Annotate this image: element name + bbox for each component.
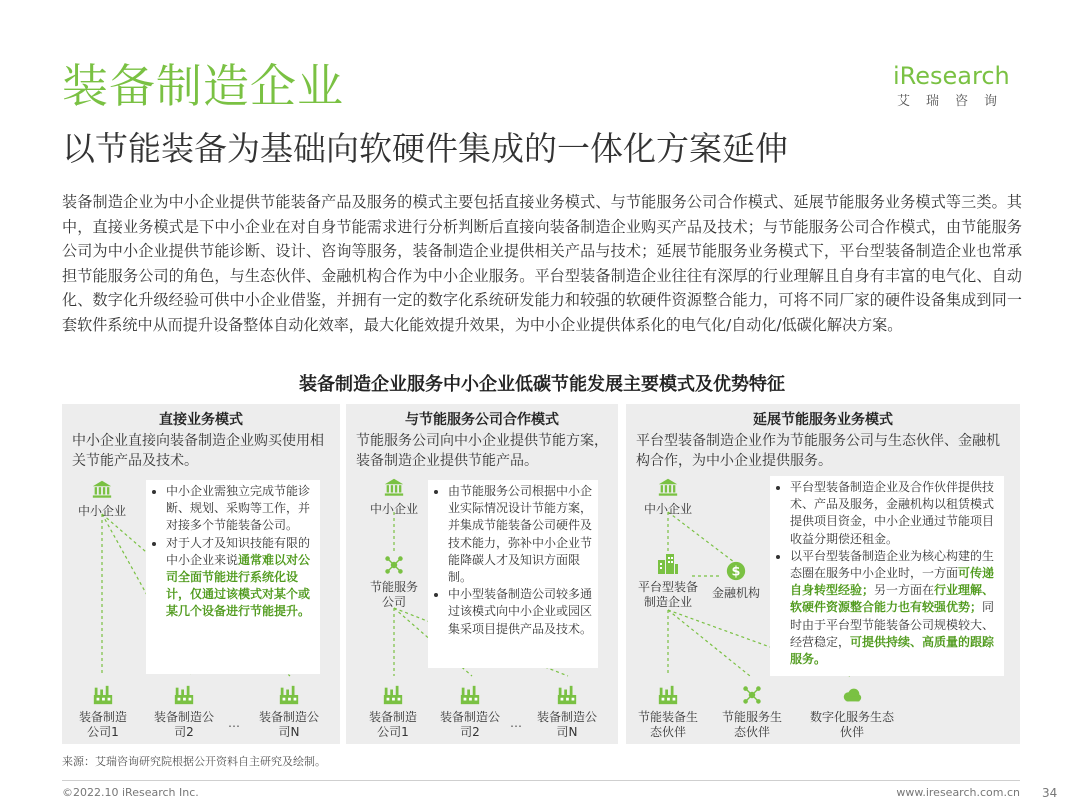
bank-icon — [91, 478, 113, 500]
panel-description: 平台型装备制造企业作为节能服务公司与生态伙伴、金融机构合作，为中小企业提供服务。 — [636, 433, 1000, 469]
node-equipment-n — [536, 684, 598, 740]
node-equipment-1 — [364, 684, 422, 740]
bank-icon — [657, 476, 679, 498]
bullet-item: • 以平台型装备制造企业为核心构建的生态圈在服务中小企业时，一方面可传递自身转型经验；另一方面在行业理解、软硬件资源整合能力也有较强优势；同时由于平台型节能装备公司规模较大、经营稳定，可提供持续、高质量的跟踪服务。 — [790, 548, 998, 668]
ellipsis: … — [510, 716, 522, 730]
node-label: 装备制造公司1 — [368, 710, 417, 739]
factory-icon — [382, 684, 404, 706]
factory-icon — [556, 684, 578, 706]
website-link[interactable]: www.iresearch.com.cn — [896, 786, 1020, 799]
node-label: 装备制造公司N — [536, 710, 597, 739]
factory-icon — [459, 684, 481, 706]
highlight-text: 行业理解、软硬件资源整合能力也有较强优势； — [790, 583, 995, 615]
panel-esco-mode — [346, 404, 618, 744]
node-financial-institution — [708, 560, 764, 601]
highlight-text: 通常难以对公司全面节能进行系统化设计，仅通过该模式对某个或某几个设备进行节能提升。 — [166, 552, 311, 619]
advantage-box — [428, 480, 598, 668]
page-subtitle: 以节能装备为基础向软硬件集成的一体化方案延伸 — [62, 129, 788, 168]
buildings-icon — [656, 552, 680, 576]
node-platform-manufacturer — [634, 552, 702, 610]
network-icon — [741, 684, 763, 706]
node-label: 数字化服务生态伙伴 — [810, 710, 895, 739]
money-icon — [725, 560, 747, 582]
panel-title: 直接业务模式 — [159, 412, 243, 428]
panel-description: 中小企业直接向装备制造企业购买使用相关节能产品及技术。 — [72, 433, 324, 469]
node-partner-service — [722, 684, 782, 740]
node-label: 金融机构 — [711, 586, 760, 600]
node-equipment-n — [258, 684, 320, 740]
node-equipment-2 — [154, 684, 214, 740]
node-label: 节能服务公司 — [369, 580, 418, 609]
network-icon — [383, 554, 405, 576]
cloud-icon — [840, 684, 864, 706]
panel-direct-mode — [62, 404, 340, 744]
factory-icon — [173, 684, 195, 706]
node-label: 中小企业 — [643, 502, 692, 516]
bullet-item: • 对于人才及知识技能有限的中小企业来说通常难以对公司全面节能进行系统化设计，仅通过该模式对某个或某几个设备进行节能提升。 — [166, 535, 314, 621]
node-label: 节能服务生态伙伴 — [722, 710, 783, 739]
bank-icon — [383, 476, 405, 498]
copyright: ©2022.10 iResearch Inc. — [62, 786, 199, 799]
node-label: 平台型装备制造企业 — [637, 580, 698, 609]
page-number: 34 — [1042, 786, 1058, 800]
panel-title: 与节能服务公司合作模式 — [405, 412, 559, 428]
panel-description: 节能服务公司向中小企业提供节能方案，装备制造企业提供节能产品。 — [356, 433, 608, 469]
iresearch-logo — [893, 60, 1023, 118]
node-label: 装备制造公司2 — [154, 710, 215, 739]
ellipsis: … — [228, 716, 240, 730]
bullet-item: • 中小型装备制造公司较多通过该模式向中小企业或园区集采项目提供产品及技术。 — [448, 586, 592, 638]
advantage-box — [146, 480, 320, 674]
node-equipment-1 — [74, 684, 132, 740]
bullet-item: • 中小企业需独立完成节能诊断、规划、采购等工作，并对接多个节能装备公司。 — [166, 483, 314, 535]
node-equipment-2 — [440, 684, 500, 740]
node-label: 装备制造公司N — [258, 710, 319, 739]
node-label: 节能装备生态伙伴 — [638, 710, 699, 739]
node-esco — [366, 554, 422, 610]
panel-title: 延展节能服务业务模式 — [753, 412, 893, 428]
intro-paragraph: 装备制造企业为中小企业提供节能装备产品及服务的模式主要包括直接业务模式、与节能服务公司合作模式、延展节能服务业务模式等三类。其中，直接业务模式是下中小企业在对自身节能需求进行分析判断后直接向装备制造企业购买产品及技术；与节能服务公司合作模式，由节能服务公司为中小企业提供节能诊断、设计、咨询等服务，装备制造企业提供相关产品与技术；延展节能服务业务模式下，平台型装备制造企业也常承担节能服务公司的角色，与生态伙伴、金融机构合作为中小企业服务。平台型装备制造企业往往有深厚的行业理解且自身有丰富的电气化、自动化、数字化升级经验可供中小企业借鉴，并拥有一定的数字化系统研发能力和较强的软硬件资源整合能力，可将不同厂家的硬件设备集成到同一套软件系统中从而提升设备整体自动化效率，最大化能效提升效果，为中小企业提供体系化的电气化/自动化/低碳化解决方案。 — [62, 193, 1022, 334]
node-label: 装备制造公司1 — [78, 710, 127, 739]
highlight-text: 可传递自身转型经验； — [790, 566, 995, 598]
logo-text: iResearch — [893, 62, 1010, 90]
diagram-title: 装备制造企业服务中小企业低碳节能发展主要模式及优势特征 — [299, 374, 785, 395]
footer-divider — [62, 780, 1020, 781]
node-label: 装备制造公司2 — [440, 710, 501, 739]
node-partner-equipment — [638, 684, 698, 740]
panel-extended-service-mode — [626, 404, 1020, 744]
factory-icon — [92, 684, 114, 706]
bullet-item: • 平台型装备制造企业及合作伙伴提供技术、产品及服务，金融机构以租赁模式提供项目资金，中小企业通过节能项目收益分期偿还租金。 — [790, 479, 998, 548]
source-note: 来源：艾瑞咨询研究院根据公开资料自主研究及绘制。 — [62, 755, 326, 768]
bullet-item: • 由节能服务公司根据中小企业实际情况设计节能方案，并集成节能装备公司硬件及技术能力，弥补中小企业节能降碳人才及知识方面限制。 — [448, 483, 592, 586]
node-sme — [640, 476, 696, 517]
node-label: 中小企业 — [369, 502, 418, 516]
logo-subtext: 艾瑞咨询 — [897, 94, 1014, 109]
node-sme — [74, 478, 130, 519]
factory-icon — [657, 684, 679, 706]
node-sme — [366, 476, 422, 517]
node-label: 中小企业 — [77, 504, 126, 518]
advantage-box — [770, 476, 1004, 676]
factory-icon — [278, 684, 300, 706]
node-partner-digital — [810, 684, 894, 740]
highlight-text: 可提供持续、高质量的跟踪服务。 — [790, 634, 995, 667]
page-title: 装备制造企业 — [62, 59, 344, 113]
